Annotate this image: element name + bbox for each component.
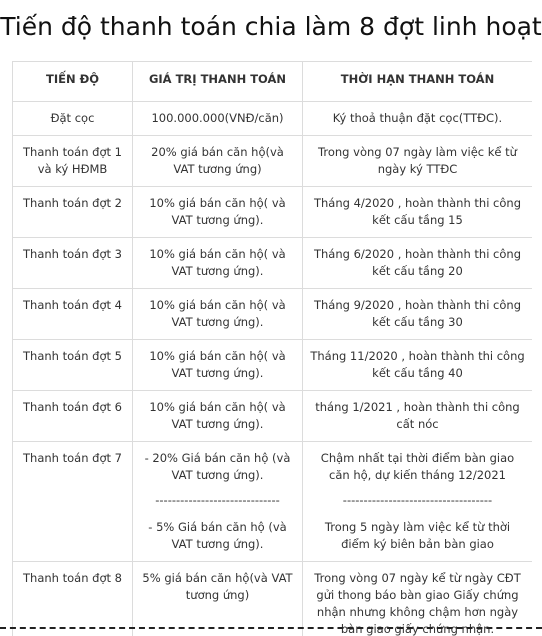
table-row [13, 562, 533, 636]
table-row [13, 442, 533, 562]
cell-deadline-separator: ------------------------------------ [342, 493, 493, 507]
cell-value: 5% giá bán căn hộ(và VAT tương ứng) [133, 562, 303, 636]
table-row [13, 238, 533, 289]
cell-deadline: Tháng 11/2020 , hoàn thành thi công kết cấu tầng 40 [303, 340, 533, 391]
cell-deadline: Trong vòng 07 ngày kể từ ngày CĐT gửi thong báo bàn giao Giấy chứng nhận nhưng không chậm hơn ngày bàn giao giấy chứng nhận. [303, 562, 533, 636]
cell-value: 10% giá bán căn hộ( và VAT tương ứng). [133, 238, 303, 289]
cell-deadline: tháng 1/2021 , hoàn thành thi công cất nóc [303, 391, 533, 442]
table-row [13, 289, 533, 340]
cell-value: 10% giá bán căn hộ( và VAT tương ứng). [133, 340, 303, 391]
header-stage: TIẾN ĐỘ [13, 62, 133, 102]
header-payment-deadline: THỜI HẠN THANH TOÁN [303, 62, 533, 102]
table-row [13, 340, 533, 391]
table-row [13, 391, 533, 442]
page-title: Tiến độ thanh toán chia làm 8 đợt linh hoạt [0, 12, 542, 41]
cell-stage: Thanh toán đợt 1 và ký HĐMB [13, 136, 133, 187]
cell-deadline: Tháng 6/2020 , hoàn thành thi công kết cấu tầng 20 [303, 238, 533, 289]
cell-value-separator: ------------------------------ [155, 493, 280, 507]
table-header-row [13, 62, 533, 102]
cell-value: 10% giá bán căn hộ( và VAT tương ứng). [133, 187, 303, 238]
cell-stage: Đặt cọc [13, 102, 133, 136]
cell-deadline: Trong vòng 07 ngày làm việc kể từ ngày ký TTĐC [303, 136, 533, 187]
cell-deadline: Tháng 4/2020 , hoàn thành thi công kết cấu tầng 15 [303, 187, 533, 238]
header-payment-value: GIÁ TRỊ THANH TOÁN [133, 62, 303, 102]
cell-value-part-1: - 20% Giá bán căn hộ (và VAT tương ứng). [144, 451, 291, 482]
cell-stage: Thanh toán đợt 5 [13, 340, 133, 391]
table-row [13, 102, 533, 136]
payment-schedule-table-container [12, 61, 532, 636]
cell-stage: Thanh toán đợt 3 [13, 238, 133, 289]
cell-deadline: Tháng 9/2020 , hoàn thành thi công kết cấu tầng 30 [303, 289, 533, 340]
table-row [13, 136, 533, 187]
page-cut-divider [0, 627, 542, 629]
cell-value: 10% giá bán căn hộ( và VAT tương ứng). [133, 391, 303, 442]
cell-deadline [303, 442, 533, 562]
cell-deadline-part-2: Trong 5 ngày làm việc kể từ thời điểm ký biên bản bàn giao [324, 520, 511, 551]
cell-value: 10% giá bán căn hộ( và VAT tương ứng). [133, 289, 303, 340]
cell-value [133, 442, 303, 562]
cell-deadline: Ký thoả thuận đặt cọc(TTĐC). [303, 102, 533, 136]
cell-stage: Thanh toán đợt 7 [13, 442, 133, 562]
cell-stage: Thanh toán đợt 2 [13, 187, 133, 238]
cell-value: 20% giá bán căn hộ(và VAT tương ứng) [133, 136, 303, 187]
cell-stage: Thanh toán đợt 6 [13, 391, 133, 442]
payment-schedule-table [12, 61, 532, 636]
cell-value: 100.000.000(VNĐ/căn) [133, 102, 303, 136]
table-row [13, 187, 533, 238]
cell-value-part-2: - 5% Giá bán căn hộ (và VAT tương ứng). [148, 520, 287, 551]
cell-stage: Thanh toán đợt 4 [13, 289, 133, 340]
cell-deadline-part-1: Chậm nhất tại thời điểm bàn giao căn hộ, dự kiến tháng 12/2021 [320, 451, 515, 482]
cell-stage: Thanh toán đợt 8 [13, 562, 133, 636]
